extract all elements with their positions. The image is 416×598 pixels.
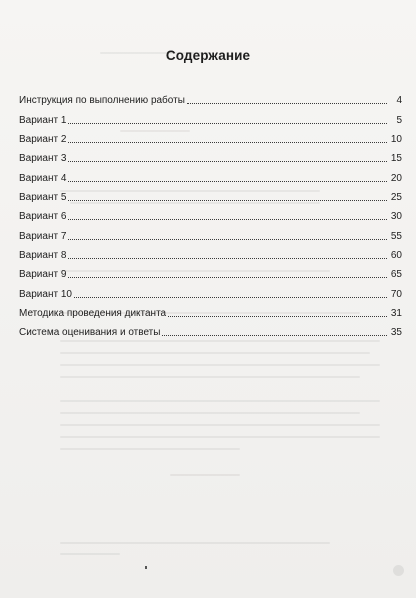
dot-leader [68,219,387,220]
toc-entry [19,301,402,320]
page-title: Содержание [165,48,251,63]
dot-leader [168,316,387,317]
toc-entry-label: Вариант 6 [19,211,67,223]
toc-entry-page: 65 [390,269,402,281]
toc-entry-page: 55 [390,230,402,242]
toc-entry-label: Вариант 2 [19,134,67,146]
page-number-marker [393,565,404,576]
toc-entry-page: 20 [390,172,402,184]
toc-entry-page: 35 [390,327,402,339]
toc-entry [19,88,402,107]
dot-leader [162,335,387,336]
table-of-contents [19,88,402,339]
dot-leader [68,239,387,240]
toc-entry-label: Инструкция по выполнению работы [19,95,185,107]
dot-leader [68,277,387,278]
dot-leader [187,103,387,104]
toc-entry [19,262,402,281]
toc-entry-page: 30 [390,211,402,223]
toc-entry [19,281,402,300]
print-mark [145,566,147,569]
dot-leader [68,258,387,259]
toc-entry-page: 4 [396,95,402,107]
toc-entry-label: Вариант 1 [19,114,67,126]
toc-entry-label: Вариант 10 [19,288,72,300]
toc-entry-page: 15 [390,153,402,165]
toc-entry-label: Вариант 5 [19,192,67,204]
dot-leader [68,161,387,162]
toc-entry [19,107,402,126]
toc-entry [19,243,402,262]
toc-entry-label: Вариант 4 [19,172,67,184]
toc-entry-label: Система оценивания и ответы [19,327,161,339]
toc-entry-page: 70 [390,288,402,300]
toc-entry-page: 60 [390,250,402,262]
toc-entry [19,185,402,204]
dot-leader [68,123,387,124]
toc-entry-label: Вариант 7 [19,230,67,242]
dot-leader [68,142,387,143]
toc-entry-label: Вариант 8 [19,250,67,262]
toc-entry [19,127,402,146]
toc-entry [19,320,402,339]
toc-entry-page: 25 [390,192,402,204]
dot-leader [68,181,387,182]
dot-leader [74,297,387,298]
dot-leader [68,200,387,201]
toc-entry [19,165,402,184]
toc-entry [19,204,402,223]
toc-entry-page: 31 [390,308,402,320]
toc-entry-label: Методика проведения диктанта [19,308,167,320]
toc-entry-page: 10 [390,134,402,146]
toc-entry-label: Вариант 3 [19,153,67,165]
toc-entry-page: 5 [396,114,402,126]
toc-entry-label: Вариант 9 [19,269,67,281]
toc-entry [19,146,402,165]
toc-entry [19,223,402,242]
